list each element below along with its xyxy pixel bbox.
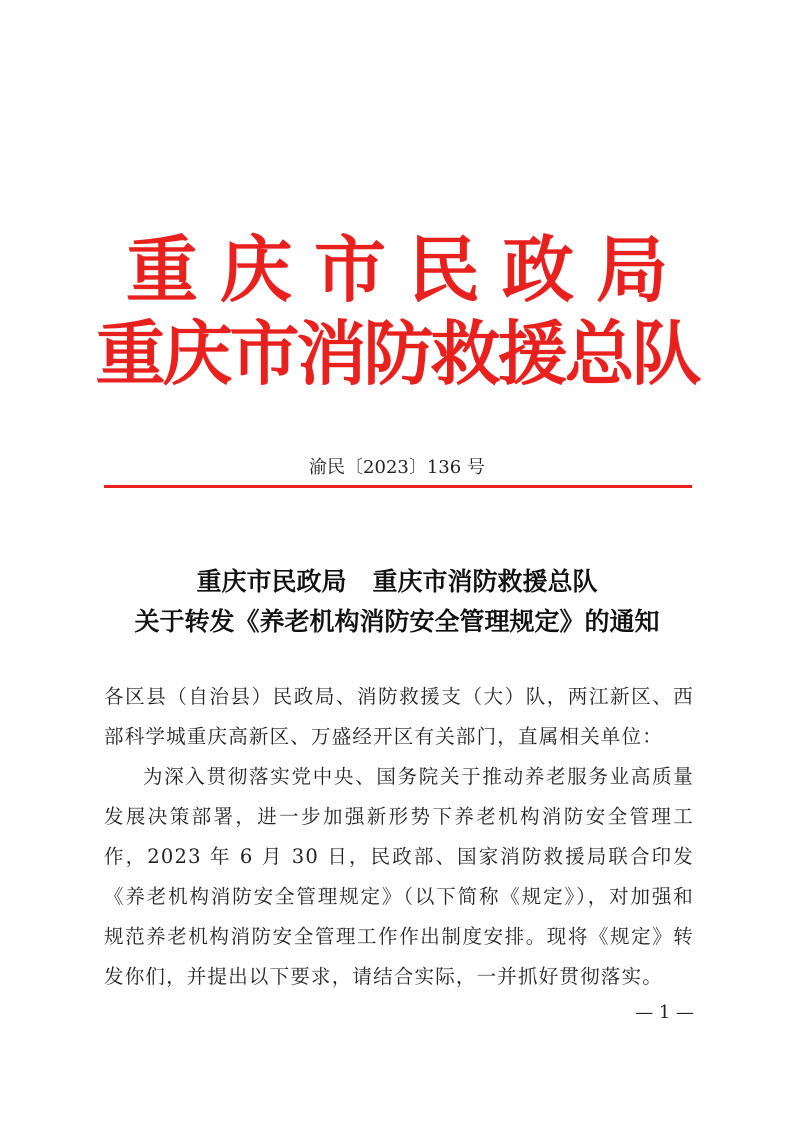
document-number: 渝民〔2023〕136 号 xyxy=(309,457,485,478)
title-org-civil-affairs: 重庆市民政局 xyxy=(196,567,347,596)
document-title-line-2: 关于转发《养老机构消防安全管理规定》的通知 xyxy=(134,607,660,636)
red-divider-line xyxy=(104,485,692,488)
document-title-line-1 xyxy=(0,565,794,599)
title-org-fire-rescue: 重庆市消防救援总队 xyxy=(372,567,598,596)
document-body xyxy=(104,677,694,997)
page-number: — 1 — xyxy=(635,1002,694,1023)
addressee-paragraph: 各区县（自治县）民政局、消防救援支（大）队，两江新区、西部科学城重庆高新区、万盛经开区有关部门，直属相关单位： xyxy=(104,685,694,748)
body-paragraph: 为深入贯彻落实党中央、国务院关于推动养老服务业高质量发展决策部署，进一步加强新形势下养老机构消防安全管理工作，2023 年 6 月 30 日，民政部、国家消防救援局联合印发《养老机构消防安全管理规定》（以下简称《规定》），对加强和规范养老机构消防安全管理工作作出制度安排。现将《规定》转发你们，并提出以下要求，请结合实际，一并抓好贯彻落实。 xyxy=(104,765,694,988)
issuer-name-fire-rescue: 重庆市消防救援总队 xyxy=(95,313,699,395)
issuer-name-civil-affairs: 重庆市民政局 xyxy=(125,228,690,312)
